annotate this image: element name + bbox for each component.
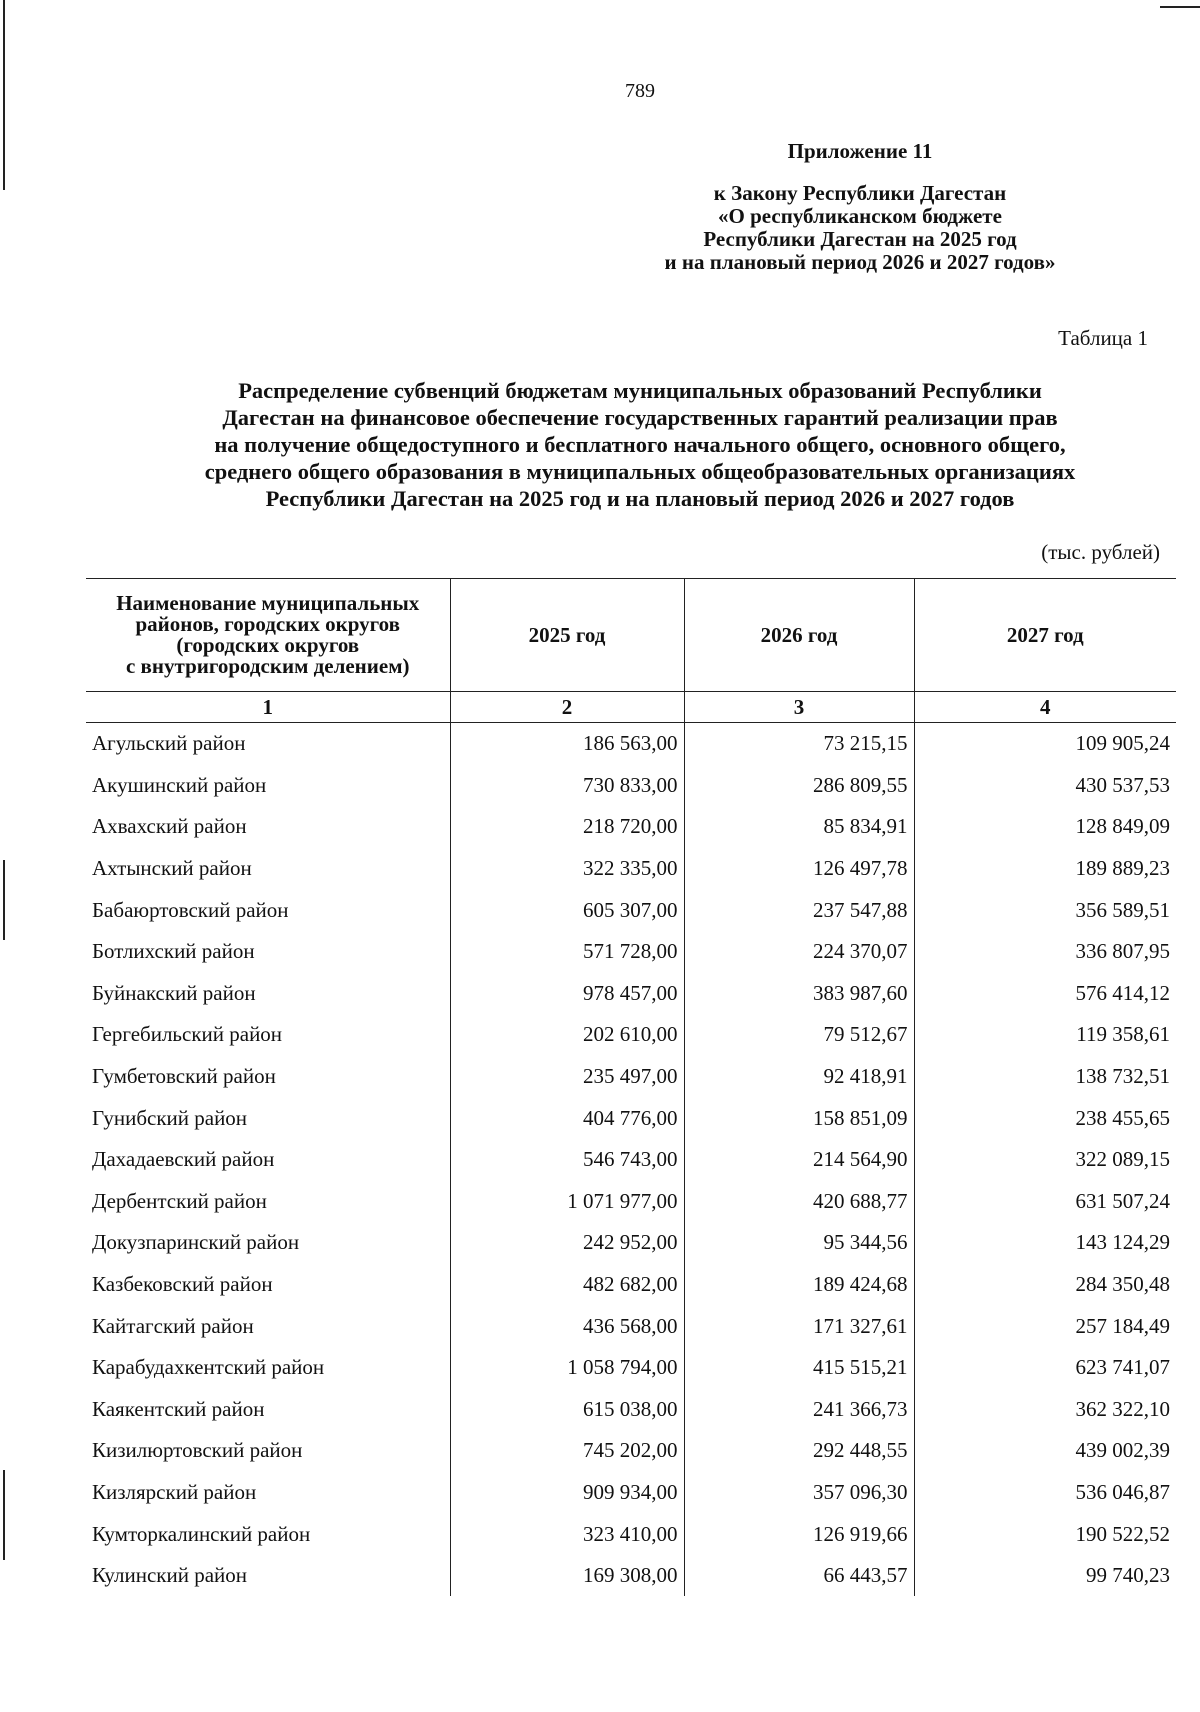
- value-2027-cell: 439 002,39: [914, 1430, 1176, 1472]
- municipality-name-cell: Казбековский район: [92, 1272, 273, 1297]
- value-2027-cell: 138 732,51: [914, 1056, 1176, 1098]
- municipality-name-cell: Ботлихский район: [92, 939, 255, 964]
- document-title: [80, 377, 1200, 512]
- table-row: [86, 1222, 1176, 1264]
- table-label: Таблица 1: [1058, 326, 1148, 350]
- table-row: [86, 1430, 1176, 1472]
- header-year-2025: 2025 год: [450, 579, 684, 692]
- table-row: [86, 1389, 1176, 1431]
- appendix-line-1: к Закону Республики Дагестан: [713, 181, 1007, 205]
- value-2026-cell: 158 851,09: [684, 1097, 914, 1139]
- value-2027-cell: 576 414,12: [914, 973, 1176, 1015]
- value-2025-cell: 615 038,00: [450, 1389, 684, 1431]
- value-2025-cell: 909 934,00: [450, 1472, 684, 1514]
- appendix-line-2: «О республиканском бюджете: [718, 204, 1002, 228]
- value-2026-cell: 214 564,90: [684, 1139, 914, 1181]
- table-row: [86, 931, 1176, 973]
- municipality-name-cell: Акушинский район: [92, 772, 267, 797]
- table-row: [86, 765, 1176, 807]
- municipality-name-cell: Докузпаринский район: [92, 1230, 300, 1255]
- table-row: [86, 1181, 1176, 1223]
- column-number: 1: [86, 692, 450, 723]
- municipality-name-cell: Кайтагский район: [92, 1313, 254, 1338]
- document-title-line-1: Распределение субвенций бюджетам муниципальных образований Республики: [238, 378, 1042, 403]
- municipality-name-cell: Кумторкалинский район: [92, 1521, 311, 1546]
- municipality-name-cell: Ахвахский район: [92, 814, 247, 839]
- value-2027-cell: 143 124,29: [914, 1222, 1176, 1264]
- value-2026-cell: 126 919,66: [684, 1513, 914, 1555]
- value-2025-cell: 242 952,00: [450, 1222, 684, 1264]
- table-row: [86, 1305, 1176, 1347]
- scan-edge-left-mid: [3, 860, 5, 940]
- value-2026-cell: 237 547,88: [684, 889, 914, 931]
- municipality-name-cell: Гергебильский район: [92, 1022, 283, 1047]
- municipality-name-cell: Гунибский район: [92, 1105, 248, 1130]
- document-title-line-3: на получение общедоступного и бесплатного начального общего, основного общего,: [214, 432, 1066, 457]
- value-2025-cell: 202 610,00: [450, 1014, 684, 1056]
- column-number: 2: [450, 692, 684, 723]
- value-2026-cell: 383 987,60: [684, 973, 914, 1015]
- municipality-name-cell: Гумбетовский район: [92, 1064, 276, 1089]
- value-2025-cell: 1 071 977,00: [450, 1181, 684, 1223]
- municipality-name-cell: Дахадаевский район: [92, 1147, 275, 1172]
- value-2026-cell: 92 418,91: [684, 1056, 914, 1098]
- table-header-row: [86, 579, 1176, 692]
- header-name-line: районов, городских округов: [135, 612, 400, 636]
- scan-edge-left-low: [3, 1470, 5, 1560]
- value-2026-cell: 420 688,77: [684, 1181, 914, 1223]
- document-title-line-2: Дагестан на финансовое обеспечение государственных гарантий реализации прав: [222, 405, 1058, 430]
- units-label: (тыс. рублей): [1041, 540, 1160, 564]
- table-row: [86, 1513, 1176, 1555]
- table-row: [86, 1472, 1176, 1514]
- value-2026-cell: 292 448,55: [684, 1430, 914, 1472]
- value-2025-cell: 1 058 794,00: [450, 1347, 684, 1389]
- value-2027-cell: 356 589,51: [914, 889, 1176, 931]
- appendix-title: Приложение 11: [787, 139, 933, 163]
- scan-edge-top-right: [1160, 6, 1200, 8]
- value-2026-cell: 66 443,57: [684, 1555, 914, 1597]
- value-2026-cell: 73 215,15: [684, 723, 914, 765]
- value-2026-cell: 126 497,78: [684, 848, 914, 890]
- value-2025-cell: 323 410,00: [450, 1513, 684, 1555]
- value-2025-cell: 322 335,00: [450, 848, 684, 890]
- municipality-name-cell: Кизилюртовский район: [92, 1438, 303, 1463]
- value-2027-cell: 430 537,53: [914, 765, 1176, 807]
- municipality-name-cell: Ахтынский район: [92, 856, 252, 881]
- column-number-row: [86, 692, 1176, 723]
- value-2027-cell: 189 889,23: [914, 848, 1176, 890]
- value-2027-cell: 362 322,10: [914, 1389, 1176, 1431]
- value-2025-cell: 730 833,00: [450, 765, 684, 807]
- header-year-2027: 2027 год: [914, 579, 1176, 692]
- value-2025-cell: 571 728,00: [450, 931, 684, 973]
- municipality-name-cell: Карабудахкентский район: [92, 1355, 325, 1380]
- value-2025-cell: 169 308,00: [450, 1555, 684, 1597]
- value-2027-cell: 536 046,87: [914, 1472, 1176, 1514]
- table-row: [86, 973, 1176, 1015]
- table-row: [86, 1264, 1176, 1306]
- value-2027-cell: 109 905,24: [914, 723, 1176, 765]
- table-row: [86, 1014, 1176, 1056]
- value-2027-cell: 322 089,15: [914, 1139, 1176, 1181]
- header-name-line: Наименование муниципальных: [116, 591, 420, 615]
- municipality-name-cell: Каякентский район: [92, 1396, 265, 1421]
- value-2025-cell: 235 497,00: [450, 1056, 684, 1098]
- appendix-line-3: Республики Дагестан на 2025 год: [703, 227, 1017, 251]
- value-2025-cell: 546 743,00: [450, 1139, 684, 1181]
- table-row: [86, 1097, 1176, 1139]
- value-2026-cell: 286 809,55: [684, 765, 914, 807]
- municipality-name-cell: Агульский район: [92, 731, 246, 756]
- value-2027-cell: 99 740,23: [914, 1555, 1176, 1597]
- table-row: [86, 1139, 1176, 1181]
- header-name-line: с внутригородским делением): [125, 654, 410, 678]
- page-number: 789: [625, 80, 655, 102]
- value-2025-cell: 404 776,00: [450, 1097, 684, 1139]
- municipality-name-cell: Дербентский район: [92, 1188, 267, 1213]
- value-2027-cell: 631 507,24: [914, 1181, 1176, 1223]
- value-2026-cell: 189 424,68: [684, 1264, 914, 1306]
- municipality-name-cell: Кизлярский район: [92, 1479, 257, 1504]
- value-2025-cell: 978 457,00: [450, 973, 684, 1015]
- value-2026-cell: 95 344,56: [684, 1222, 914, 1264]
- column-number: 4: [914, 692, 1176, 723]
- column-number: 3: [684, 692, 914, 723]
- value-2027-cell: 336 807,95: [914, 931, 1176, 973]
- document-title-line-4: среднего общего образования в муниципальных общеобразовательных организациях: [204, 459, 1076, 484]
- value-2027-cell: 257 184,49: [914, 1305, 1176, 1347]
- municipality-name-cell: Буйнакский район: [92, 980, 256, 1005]
- value-2027-cell: 623 741,07: [914, 1347, 1176, 1389]
- municipality-name-cell: Кулинский район: [92, 1563, 248, 1588]
- municipality-name-cell: Бабаюртовский район: [92, 897, 289, 922]
- value-2026-cell: 241 366,73: [684, 1389, 914, 1431]
- header-year-2026: 2026 год: [684, 579, 914, 692]
- value-2027-cell: 128 849,09: [914, 806, 1176, 848]
- value-2027-cell: 284 350,48: [914, 1264, 1176, 1306]
- subvention-table: [86, 578, 1176, 1596]
- appendix-line-4: и на плановый период 2026 и 2027 годов»: [664, 250, 1056, 274]
- header-municipality-name: [86, 579, 450, 692]
- table-row: [86, 1555, 1176, 1597]
- value-2025-cell: 186 563,00: [450, 723, 684, 765]
- value-2026-cell: 415 515,21: [684, 1347, 914, 1389]
- table-row: [86, 889, 1176, 931]
- value-2027-cell: 119 358,61: [914, 1014, 1176, 1056]
- table-row: [86, 806, 1176, 848]
- header-name-line: (городских округов: [176, 633, 360, 657]
- value-2026-cell: 357 096,30: [684, 1472, 914, 1514]
- value-2026-cell: 171 327,61: [684, 1305, 914, 1347]
- value-2026-cell: 85 834,91: [684, 806, 914, 848]
- value-2026-cell: 79 512,67: [684, 1014, 914, 1056]
- value-2025-cell: 605 307,00: [450, 889, 684, 931]
- value-2025-cell: 745 202,00: [450, 1430, 684, 1472]
- document-title-line-5: Республики Дагестан на 2025 год и на плановый период 2026 и 2027 годов: [265, 486, 1015, 511]
- table-row: [86, 723, 1176, 765]
- value-2027-cell: 190 522,52: [914, 1513, 1176, 1555]
- table-row: [86, 1056, 1176, 1098]
- value-2027-cell: 238 455,65: [914, 1097, 1176, 1139]
- table-row: [86, 848, 1176, 890]
- value-2025-cell: 436 568,00: [450, 1305, 684, 1347]
- value-2025-cell: 218 720,00: [450, 806, 684, 848]
- value-2026-cell: 224 370,07: [684, 931, 914, 973]
- value-2025-cell: 482 682,00: [450, 1264, 684, 1306]
- table-row: [86, 1347, 1176, 1389]
